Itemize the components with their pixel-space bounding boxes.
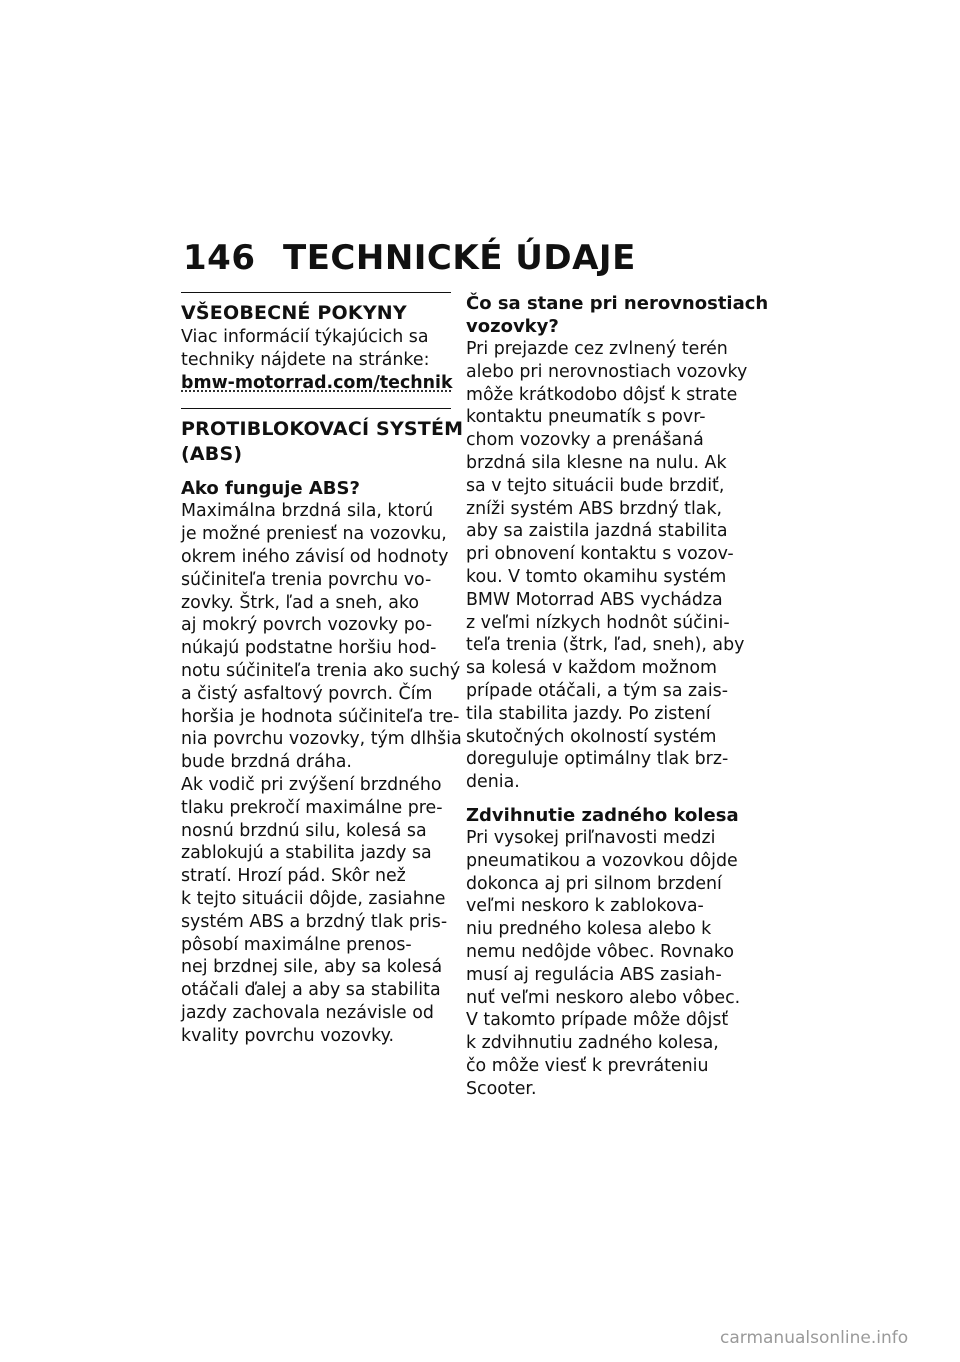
text-line: môže krátkodobo dôjsť k strate <box>466 384 738 405</box>
right-column <box>466 292 769 1101</box>
text-line: a čistý asfaltový povrch. Čím <box>181 683 433 704</box>
rear-wheel-lift-text <box>466 827 746 1101</box>
text-line: nej brzdnej sile, aby sa kolesá <box>181 957 443 978</box>
text-line: chom vozovky a prenášaná <box>466 430 704 451</box>
text-line: doreguluje optimálny tlak brz- <box>466 749 729 770</box>
text-line: alebo pri nerovnostiach vozovky <box>466 361 748 382</box>
text-line: bude brzdná dráha. <box>181 752 352 773</box>
text-line: pôsobí maximálne prenos- <box>181 934 412 955</box>
text-line: zablokujú a stabilita jazdy sa <box>181 843 432 864</box>
text-line: aby sa zaistila jazdná stabilita <box>466 521 728 542</box>
subtitle-uneven-road <box>466 292 769 338</box>
text-line: k tejto situácii dôjde, zasiahne <box>181 888 446 909</box>
site-watermark: carmanualsonline.info <box>720 1328 909 1348</box>
left-column <box>181 292 464 1048</box>
text-line: niu predného kolesa alebo k <box>466 919 712 940</box>
uneven-road-text <box>466 338 746 794</box>
text-line: pneumatikou a vozovkou dôjde <box>466 850 738 871</box>
text-line: tlaku prekročí maximálne pre- <box>181 797 443 818</box>
text-line: tila stabilita jazdy. Po zistení <box>466 703 711 724</box>
subtitle-how-abs-works: Ako funguje ABS? <box>181 478 360 500</box>
text-line: teľa trenia (štrk, ľad, sneh), aby <box>466 635 745 656</box>
text-line: súčiniteľa trenia povrchu vo- <box>181 569 432 590</box>
text-line: nemu nedôjde vôbec. Rovnako <box>466 941 735 962</box>
text-line: zovky. Štrk, ľad a sneh, ako <box>181 592 420 613</box>
text-line: kou. V tomto okamihu systém <box>466 566 727 587</box>
text-line: systém ABS a brzdný tlak pris- <box>181 911 448 932</box>
page-number: 146 <box>183 238 256 278</box>
text-line: Ak vodič pri zvýšení brzdného <box>181 774 442 795</box>
text-line: V takomto prípade môže dôjsť <box>466 1010 729 1031</box>
text-line: kvality povrchu vozovky. <box>181 1025 394 1046</box>
technik-link[interactable]: bmw-motorrad.com/technik <box>181 372 453 393</box>
text-line: Pri vysokej priľnavosti medzi <box>466 827 716 848</box>
abs-paragraph-2 <box>181 774 451 1048</box>
section-title-general: VŠEOBECNÉ POKYNY <box>181 302 407 324</box>
text-line: skutočných okolností systém <box>466 726 717 747</box>
section-divider <box>181 292 451 293</box>
text-line: Viac informácií týkajúcich sa <box>181 327 429 347</box>
text-line: nosnú brzdnú silu, kolesá sa <box>181 820 427 841</box>
text-line: stratí. Hrozí pád. Skôr než <box>181 866 406 887</box>
text-line: denia. <box>466 772 520 793</box>
title-line: vozovky? <box>466 316 559 337</box>
title-line: PROTIBLOKOVACÍ SYSTÉM <box>181 418 464 441</box>
title-line: (ABS) <box>181 443 243 466</box>
text-line: otáčali ďalej a aby sa stabilita <box>181 980 441 1001</box>
text-line: nuť veľmi neskoro alebo vôbec. <box>466 987 741 1008</box>
text-line: Scooter. <box>466 1078 537 1099</box>
text-line: horšia je hodnota súčiniteľa tre- <box>181 706 460 727</box>
title-line: Čo sa stane pri nerovnostiach <box>466 293 769 314</box>
section-title-abs <box>181 417 464 467</box>
text-line: nia povrchu vozovky, tým dlhšia <box>181 729 462 750</box>
text-line: k zdvihnutiu zadného kolesa, <box>466 1033 719 1054</box>
text-line: veľmi neskoro k zablokova- <box>466 896 704 917</box>
text-line: pri obnovení kontaktu s vozov- <box>466 544 734 565</box>
text-line: notu súčiniteľa trenia ako suchý <box>181 660 461 681</box>
text-line: Pri prejazde cez zvlnený terén <box>466 339 728 359</box>
text-line: sa kolesá v každom možnom <box>466 658 717 679</box>
text-line: Maximálna brzdná sila, ktorú <box>181 501 434 522</box>
text-line: prípade otáčali, a tým sa zais- <box>466 680 728 701</box>
text-line: núkajú podstatne horšiu hod- <box>181 638 437 659</box>
page-header <box>183 238 636 278</box>
text-line: okrem iného závisí od hodnoty <box>181 546 449 567</box>
text-line: jazdy zachovala nezávisle od <box>181 1002 434 1023</box>
text-line: zníži systém ABS brzdný tlak, <box>466 498 723 519</box>
text-line: techniky nájdete na stránke: <box>181 349 430 370</box>
text-line: brzdná sila klesne na nulu. Ak <box>466 452 727 473</box>
section-divider <box>181 408 451 409</box>
text-line: sa v tejto situácii bude brzdiť, <box>466 475 725 496</box>
abs-paragraph-1 <box>181 500 462 774</box>
text-line: je možné preniesť na vozovku, <box>181 524 447 545</box>
text-line: z veľmi nízkych hodnôt súčini- <box>466 612 730 633</box>
text-line: čo môže viesť k prevráteniu <box>466 1055 709 1076</box>
text-line: musí aj regulácia ABS zasiah- <box>466 964 722 985</box>
text-line: BMW Motorrad ABS vychádza <box>466 589 723 610</box>
text-line: kontaktu pneumatík s povr- <box>466 407 706 428</box>
subtitle-rear-wheel-lift: Zdvihnutie zadného kolesa <box>466 804 739 826</box>
text-line: dokonca aj pri silnom brzdení <box>466 873 722 894</box>
text-line: aj mokrý povrch vozovky po- <box>181 615 433 636</box>
general-info-text <box>181 326 451 394</box>
page-title: TECHNICKÉ ÚDAJE <box>283 238 636 278</box>
